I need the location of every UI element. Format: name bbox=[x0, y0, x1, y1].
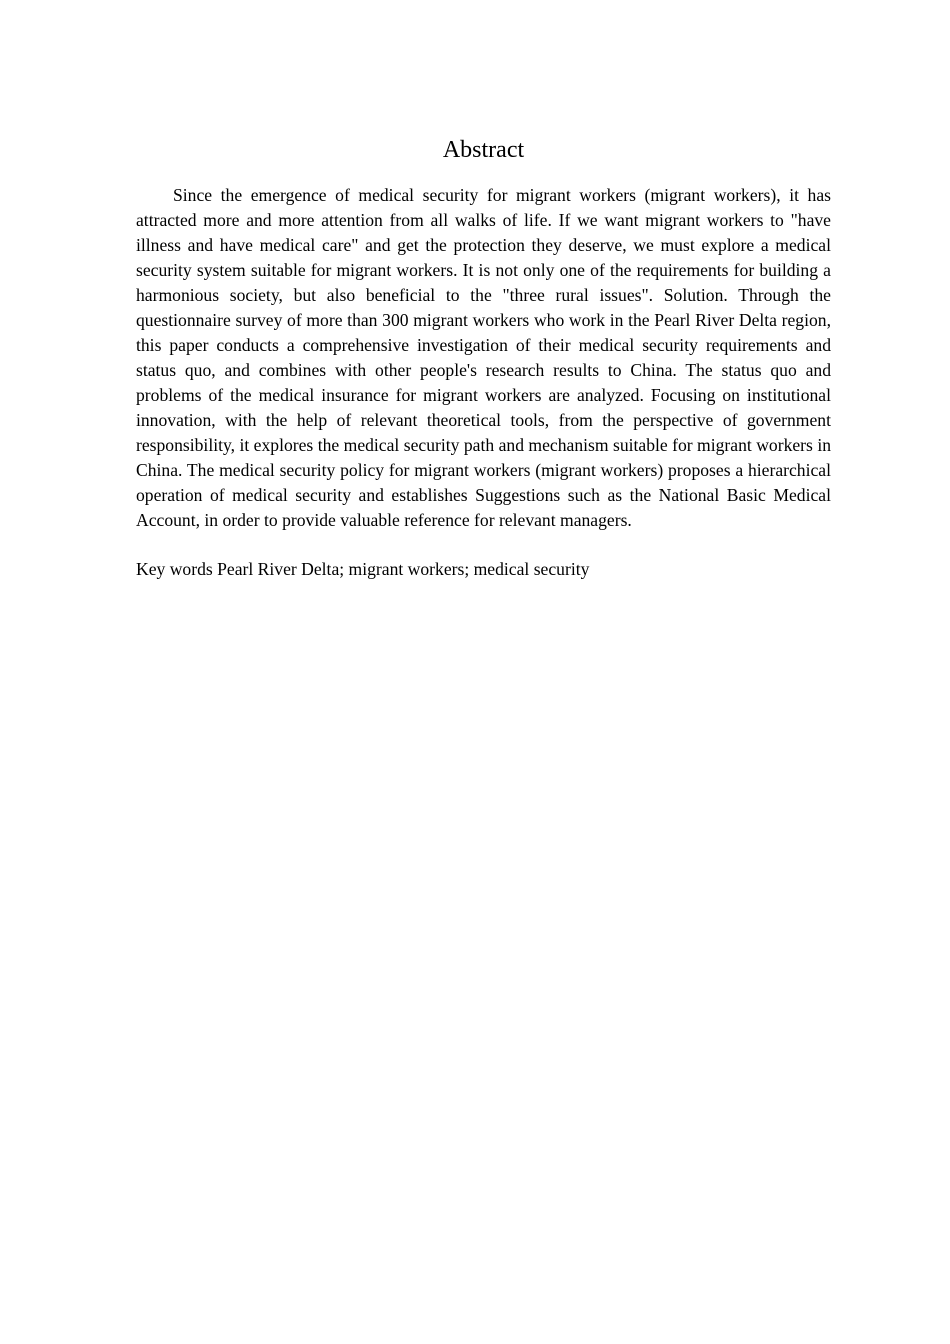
keywords-line: Key words Pearl River Delta; migrant workers; medical security bbox=[136, 559, 590, 579]
abstract-title: Abstract bbox=[442, 137, 525, 163]
abstract-body: Since the emergence of medical security for migrant workers (migrant workers), it has attracted more and more attention from all walks of life. If we want migrant workers to "have illness and have medical care" and get the protection they deserve, we must explore a medical security system suitable for migrant workers. It is not only one of the requirements for building a harmonious society, but also beneficial to the "three rural issues". Solution. Through the questionnaire survey of more than 300 migrant workers who work in the Pearl River Delta region, this paper conducts a comprehensive investigation of their medical security requirements and status quo, and combines with other people's research results to China. The status quo and problems of the medical insurance for migrant workers are analyzed. Focusing on institutional innovation, with the help of relevant theoretical tools, from the perspective of government responsibility, it explores the medical security path and mechanism suitable for migrant workers in China. The medical security policy for migrant workers (migrant workers) proposes a hierarchical operation of medical security and establishes Suggestions such as the National Basic Medical Account, in order to provide valuable reference for relevant managers. bbox=[136, 185, 831, 530]
abstract-section bbox=[136, 134, 831, 582]
